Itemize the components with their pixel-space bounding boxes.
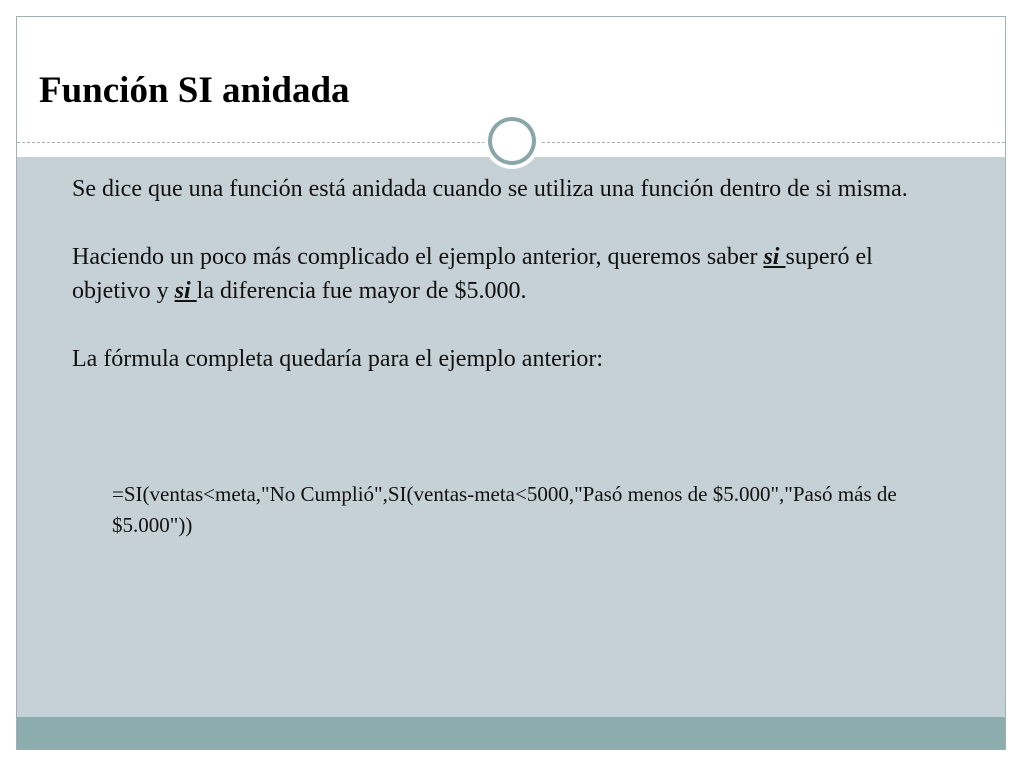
slide-body bbox=[72, 172, 932, 410]
footer-band bbox=[17, 717, 1005, 750]
paragraph-example bbox=[72, 240, 932, 308]
keyword-si-2: si bbox=[174, 278, 197, 304]
paragraph-formula-intro: La fórmula completa quedaría para el ejemplo anterior: bbox=[72, 346, 604, 372]
slide bbox=[16, 16, 1006, 750]
paragraph-example-part1: Haciendo un poco más complicado el ejemplo anterior, queremos saber bbox=[72, 244, 764, 270]
circle-ornament-ring bbox=[488, 117, 536, 165]
paragraph-example-part3: la diferencia fue mayor de $5.000. bbox=[196, 278, 527, 304]
paragraph-definition: Se dice que una función está anidada cuando se utiliza una función dentro de si misma. bbox=[72, 176, 908, 202]
paragraph-example-part2: superó el objetivo y bbox=[72, 244, 873, 304]
formula-text: =SI(ventas<meta,"No Cumplió",SI(ventas-meta<5000,"Pasó menos de $5.000","Pasó más de $5.000")) bbox=[112, 482, 897, 537]
circle-ornament-center bbox=[492, 121, 532, 161]
slide-title: Función SI anidada bbox=[39, 70, 350, 111]
circle-ornament-icon bbox=[484, 113, 540, 169]
keyword-si-1: si bbox=[763, 244, 786, 270]
